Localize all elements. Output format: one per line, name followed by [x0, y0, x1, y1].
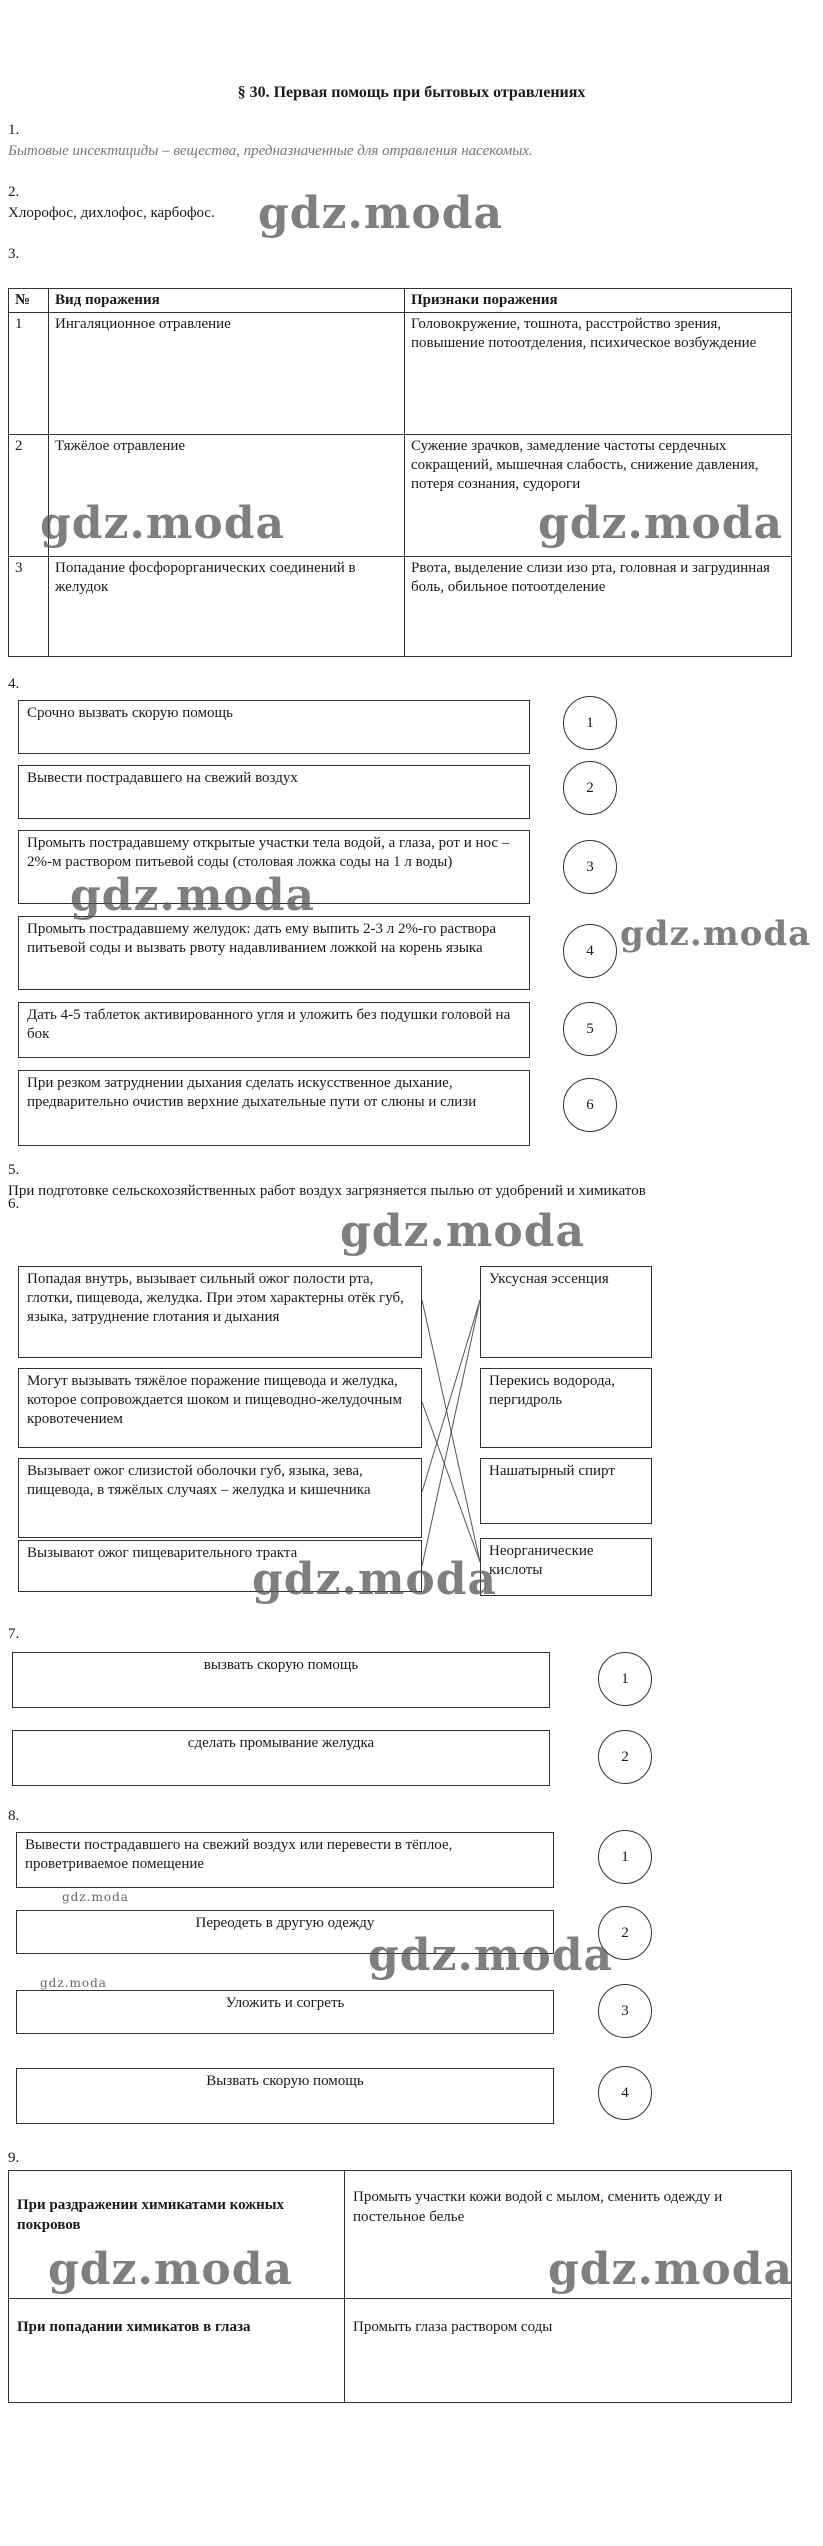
q7-number: 7. — [8, 1626, 20, 1642]
q5-number: 5. — [8, 1162, 20, 1178]
watermark: gdz.moda — [48, 2244, 294, 2295]
header-cell: Вид поражения — [49, 289, 405, 313]
q8-step-circle: 3 — [598, 1984, 652, 2038]
q7-step-box: сделать промывание желудка — [12, 1730, 550, 1786]
row-signs: Рвота, выделение слизи изо рта, головная и загрудинная боль, обильное потоотделение — [405, 557, 792, 657]
q1-number: 1. — [8, 122, 20, 138]
q6-left-box: Могут вызывать тяжёлое поражение пищевода и желудка, которое сопровождается шоком и пищеводно-желудочным кровотечением — [18, 1368, 422, 1448]
q4-step-circle: 3 — [563, 840, 617, 894]
q9-case: При раздражении химикатами кожных покровов — [9, 2171, 345, 2299]
row-number: 2 — [9, 435, 49, 557]
q9-action: Промыть участки кожи водой с мылом, сменить одежду и постельное белье — [345, 2171, 792, 2299]
q9-action: Промыть глаза раствором соды — [345, 2299, 792, 2403]
watermark: gdz.moda — [252, 1554, 498, 1605]
q4-number: 4. — [8, 676, 20, 692]
watermark: gdz.moda — [258, 188, 504, 239]
watermark: gdz.moda — [40, 1976, 107, 1990]
q8-step-circle: 4 — [598, 2066, 652, 2120]
row-type: Тяжёлое отравление — [49, 435, 405, 557]
q8-step-box: Вызвать скорую помощь — [16, 2068, 554, 2124]
q6-right-box: Уксусная эссенция — [480, 1266, 652, 1358]
q6-right-box: Неорганические кислоты — [480, 1538, 652, 1596]
q6-right-box: Нашатырный спирт — [480, 1458, 652, 1524]
row-type: Ингаляционное отравление — [49, 313, 405, 435]
q2-answer: Хлорофос, дихлофос, карбофос. — [8, 205, 215, 221]
q4-step-circle: 6 — [563, 1078, 617, 1132]
q6-left-box: Вызывают ожог пищеварительного тракта — [18, 1540, 422, 1592]
q4-step-circle: 4 — [563, 924, 617, 978]
q8-number: 8. — [8, 1808, 20, 1824]
q8-step-box: Вывести пострадавшего на свежий воздух или перевести в тёплое, проветриваемое помещение — [16, 1832, 554, 1888]
q7-step-circle: 1 — [598, 1652, 652, 1706]
q5-answer: При подготовке сельскохозяйственных работ воздух загрязняется пылью от удобрений и химикатов — [8, 1183, 646, 1199]
q4-step-box: Срочно вызвать скорую помощь — [18, 700, 530, 754]
q4-step-box: Промыть пострадавшему желудок: дать ему выпить 2-3 л 2%-го раствора питьевой соды и вызвать рвоту надавливанием ложкой на корень языка — [18, 916, 530, 990]
q8-step-circle: 2 — [598, 1906, 652, 1960]
q7-step-box: вызвать скорую помощь — [12, 1652, 550, 1708]
table-row — [9, 2299, 792, 2403]
match-line — [422, 1402, 480, 1562]
q2-number: 2. — [8, 184, 20, 200]
q6-left-box: Вызывает ожог слизистой оболочки губ, языка, зева, пищевода, в тяжёлых случаях – желудка и кишечника — [18, 1458, 422, 1538]
q1-answer: Бытовые инсектициды – вещества, предназначенные для отравления насекомых. — [8, 143, 533, 159]
q8-step-circle: 1 — [598, 1830, 652, 1884]
row-type: Попадание фосфорорганических соединений в желудок — [49, 557, 405, 657]
q3-number: 3. — [8, 246, 20, 262]
watermark: gdz.moda — [548, 2244, 794, 2295]
row-number: 3 — [9, 557, 49, 657]
q7-step-circle: 2 — [598, 1730, 652, 1784]
watermark: gdz.moda — [62, 1890, 129, 1904]
watermark: gdz.moda — [340, 1206, 586, 1257]
row-number: 1 — [9, 313, 49, 435]
header-cell: № — [9, 289, 49, 313]
match-line — [422, 1300, 480, 1492]
row-signs: Сужение зрачков, замедление частоты сердечных сокращений, мышечная слабость, снижение давления, потеря сознания, судороги — [405, 435, 792, 557]
q8-step-box: Переодеть в другую одежду — [16, 1910, 554, 1954]
q4-step-box: При резком затруднении дыхания сделать искусственное дыхание, предварительно очистив верхние дыхательные пути от слюны и слизи — [18, 1070, 530, 1146]
watermark: gdz.moda — [538, 498, 784, 549]
q4-step-circle: 1 — [563, 696, 617, 750]
row-signs: Головокружение, тошнота, расстройство зрения, повышение потоотделения, психическое возбуждение — [405, 313, 792, 435]
q4-step-circle: 5 — [563, 1002, 617, 1056]
q8-step-box: Уложить и согреть — [16, 1990, 554, 2034]
watermark: gdz.moda — [368, 1930, 614, 1981]
q9-case: При попадании химикатов в глаза — [9, 2299, 345, 2403]
q4-step-circle: 2 — [563, 761, 617, 815]
q6-right-box: Перекись водорода, пергидроль — [480, 1368, 652, 1448]
q4-step-box: Промыть пострадавшему открытые участки тела водой, а глаза, рот и нос – 2%-м раствором питьевой соды (столовая ложка соды на 1 л воды) — [18, 830, 530, 904]
q6-left-box: Попадая внутрь, вызывает сильный ожог полости рта, глотки, пищевода, желудка. При этом характерны отёк губ, языка, затруднение глотания и дыхания — [18, 1266, 422, 1358]
q4-step-box: Вывести пострадавшего на свежий воздух — [18, 765, 530, 819]
page-title: § 30. Первая помощь при бытовых отравлениях — [237, 84, 586, 101]
q9-number: 9. — [8, 2150, 20, 2166]
header-cell: Признаки поражения — [405, 289, 792, 313]
q6-number: 6. — [8, 1196, 20, 1212]
watermark: gdz.moda — [70, 870, 316, 921]
q4-step-box: Дать 4-5 таблеток активированного угля и уложить без подушки головой на бок — [18, 1002, 530, 1058]
watermark: gdz.moda — [620, 914, 812, 954]
watermark: gdz.moda — [40, 498, 286, 549]
